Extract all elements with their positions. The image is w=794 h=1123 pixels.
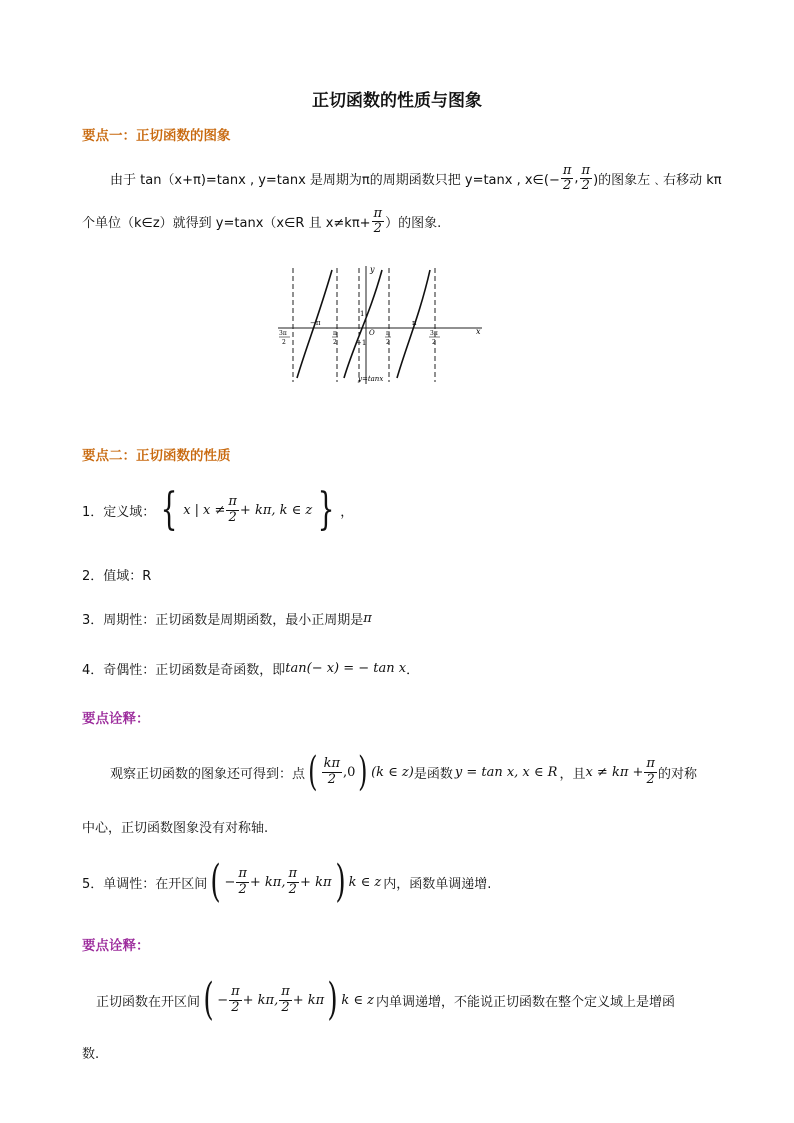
property-domain <box>82 484 354 535</box>
fraction-pi-over-2-b: $\frac{\pi}{2}$ <box>373 206 383 237</box>
note1-line1: 观察正切函数的图象还可得到：点 ( $\frac{k\pi}{2}$ ,0 ) (k ∈ z) 是函数 y = tan x, x ∈ R ，且 x ≠ kπ + $\frac{\pi}{2}$ 的对称 <box>110 749 697 795</box>
domain-end: ， <box>340 504 354 520</box>
domain-bar: | <box>194 502 200 518</box>
tick-neg-3pi-2-num: 3π <box>279 330 287 337</box>
tick-neg-3pi-2-den: 2 <box>282 339 286 346</box>
page-title: 正切函数的性质与图象 <box>312 91 482 111</box>
monotonic-tail: 内，函数单调递增. <box>383 876 492 892</box>
parity-label: 4．奇偶性：正切函数是奇函数，即 <box>82 663 286 678</box>
tick-3pi-2-num: 3π <box>430 330 438 337</box>
x-label: x <box>476 327 481 336</box>
tick-minus-one: −1 <box>356 339 367 347</box>
note2-line2: 数. <box>82 1047 100 1062</box>
section-heading-graph: 要点一：正切函数的图象 <box>82 128 231 144</box>
tick-neg-pi: −π <box>310 319 321 327</box>
tick-neg-pi-2-num: π <box>333 330 337 337</box>
tangent-graph <box>270 262 490 386</box>
period-label: 3．周期性：正切函数是周期函数，最小正周期是 <box>82 613 364 628</box>
period-pi: π <box>363 611 372 626</box>
note1-text-b: 是函数 <box>413 766 453 782</box>
tick-pi-2-num: π <box>386 330 390 337</box>
note1-function: y = tan x, x ∈ R <box>454 764 558 780</box>
domain-fraction: $\frac{\pi}{2}$ <box>228 494 237 525</box>
tick-pi: π <box>412 319 417 327</box>
tick-neg-pi-2-den: 2 <box>333 339 337 346</box>
tick-3pi-2-den: 2 <box>432 339 436 346</box>
left-brace: { <box>160 484 178 535</box>
property-period <box>82 609 372 628</box>
monotonic-label: 5．单调性：在开区间 <box>82 876 208 892</box>
graph-caption: y=tanx <box>358 375 384 383</box>
note2-text-a: 正切函数在开区间 <box>96 994 201 1010</box>
y-label: y <box>370 265 375 274</box>
comma: , <box>574 171 579 187</box>
note1-fraction-kpi: $\frac{k\pi}{2}$ <box>323 756 341 787</box>
point1-line1 <box>110 164 722 194</box>
point1-text-d: ）的图象. <box>385 216 442 232</box>
note1-fraction-pi-2: $\frac{\pi}{2}$ <box>646 756 655 787</box>
note1-kz: (k ∈ z) <box>371 764 414 780</box>
domain-neq: x ≠ <box>203 502 226 518</box>
note2-line1: 正切函数在开区间 ( − $\frac{\pi}{2}$ + kπ, $\frac{\pi}{2}$ + kπ ) k ∈ z 内单调递增，不能说正切函数在整个定义域上是增函 <box>96 974 676 1025</box>
point1-text-a: 由于 tan（x+π)=tanx , y=tanx 是周期为π的周期函数只把 y=tanx , x∈(− <box>110 173 560 189</box>
origin-label: O <box>369 329 375 337</box>
property-monotonic: 5．单调性：在开区间 ( − $\frac{\pi}{2}$ + kπ, $\frac{\pi}{2}$ + kπ ) k ∈ z 内，函数单调递增. <box>82 856 492 907</box>
note1-line2: 中心，正切函数图象没有对称轴. <box>82 821 269 836</box>
point1-text-c: 个单位（k∈z）就得到 y=tanx（x∈R 且 x≠kπ+ <box>82 216 371 232</box>
note-heading-1: 要点诠释： <box>82 711 150 727</box>
note1-condition: x ≠ kπ + <box>585 764 644 780</box>
property-range: 2．值域：R <box>82 569 152 584</box>
property-parity <box>82 659 419 678</box>
parity-end: ． <box>406 663 420 678</box>
note-heading-2: 要点诠释： <box>82 938 150 954</box>
right-brace: } <box>317 484 335 535</box>
note1-zero: ,0 <box>343 764 356 780</box>
parity-formula: tan(− x) = − tan x <box>285 661 407 676</box>
tick-pi-2-den: 2 <box>386 339 390 346</box>
domain-var: x <box>183 502 191 518</box>
note1-text-a: 观察正切函数的图象还可得到：点 <box>110 766 306 782</box>
note1-text-c: ，且 <box>559 766 586 782</box>
note1-text-d: 的对称 <box>657 766 697 782</box>
domain-tail: + kπ, k ∈ z <box>239 502 313 518</box>
fraction-neg-pi-over-2: $\frac{\pi}{2}$ <box>562 163 572 194</box>
domain-label: 1．定义域： <box>82 504 156 520</box>
point1-line2 <box>82 207 441 237</box>
tick-one: 1 <box>360 310 365 318</box>
fraction-pi-over-2: $\frac{\pi}{2}$ <box>581 163 591 194</box>
note2-tail: 内单调递增，不能说正切函数在整个定义域上是增函 <box>376 994 676 1010</box>
section-heading-properties: 要点二：正切函数的性质 <box>82 448 231 464</box>
tan-branch-center <box>344 270 382 378</box>
point1-text-b: )的图象左﹑右移动 kπ <box>593 173 722 189</box>
